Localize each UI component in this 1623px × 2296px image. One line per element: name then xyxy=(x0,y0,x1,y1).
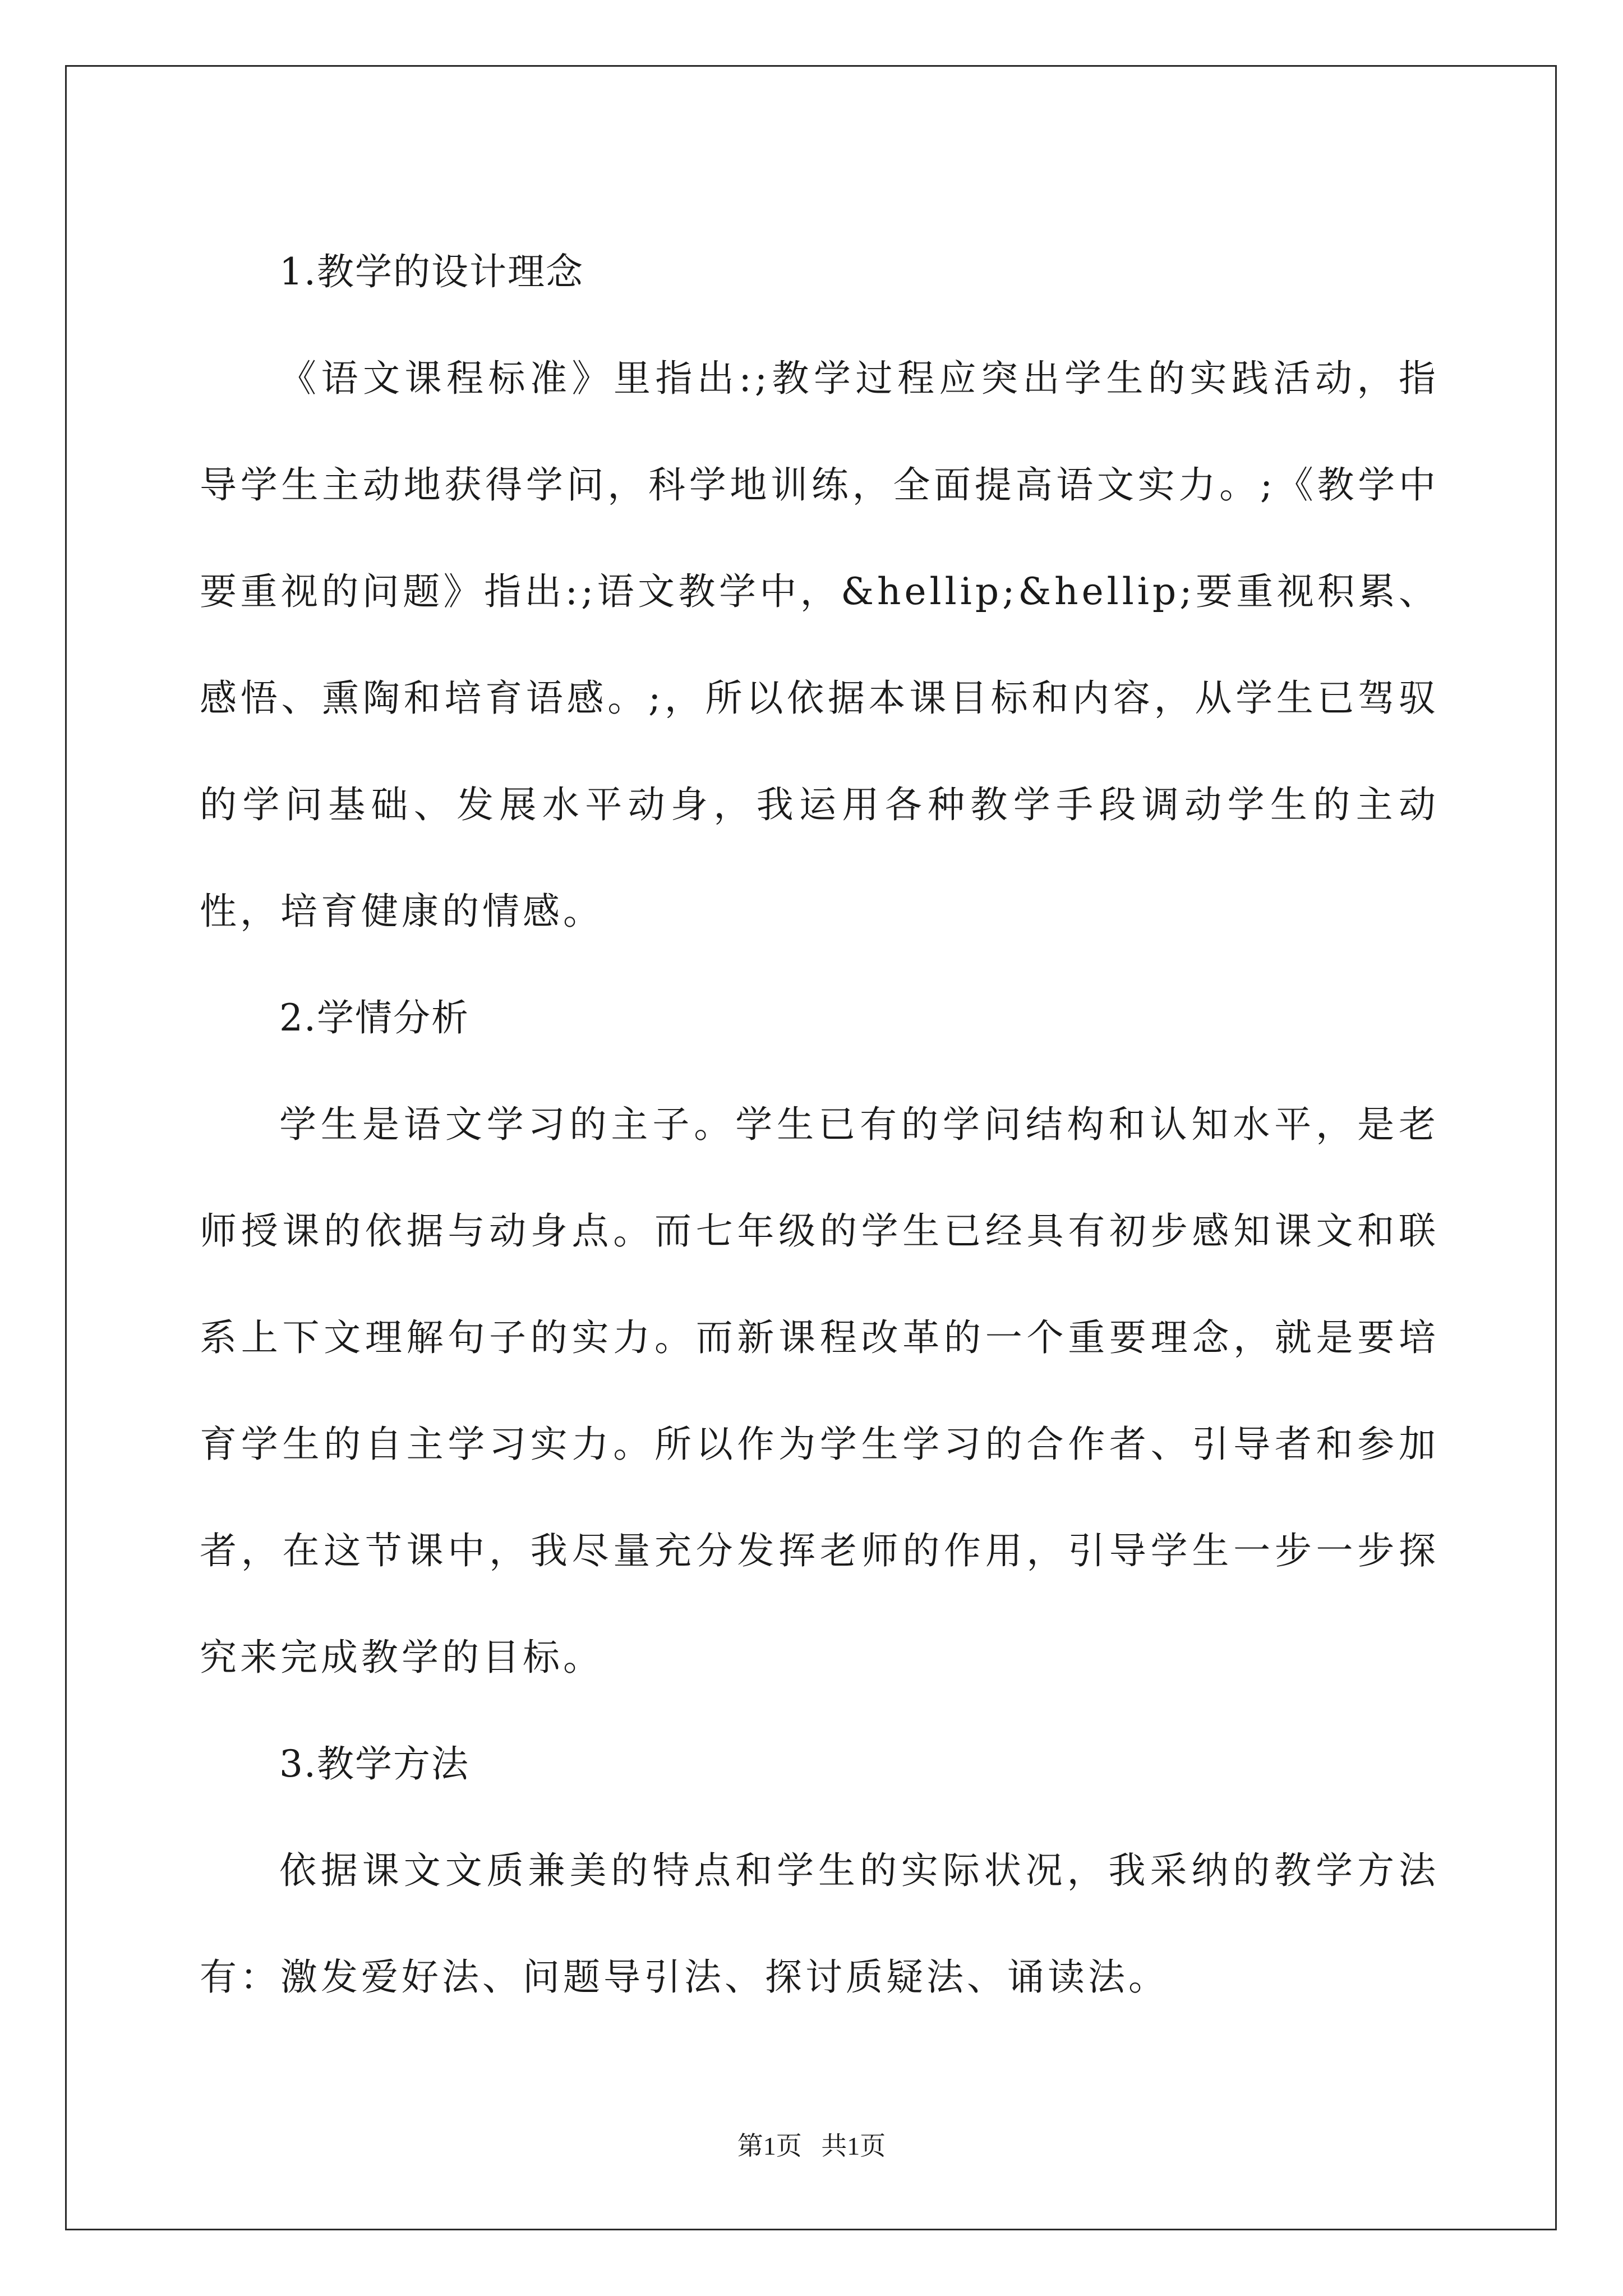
page-footer xyxy=(0,2129,1623,2163)
document-body xyxy=(200,219,1439,2031)
section-paragraph-1: 《语文课程标准》里指出:;教学过程应突出学生的实践活动，指导学生主动地获得学问，科学地训练，全面提高语文实力。;《教学中要重视的问题》指出:;语文教学中，&hellip;&hellip;要重视积累、感悟、熏陶和培育语感。;，所以依据本课目标和内容，从学生已驾驭的学问基础、发展水平动身，我运用各种教学手段调动学生的主动性，培育健康的情感。 xyxy=(200,357,1439,933)
section-heading-2: 2.学情分析 xyxy=(279,996,469,1039)
section-heading-3: 3.教学方法 xyxy=(279,1742,469,1786)
page-number: 第1页 xyxy=(737,2132,802,2160)
page-total: 共1页 xyxy=(821,2132,886,2160)
section-paragraph-2: 学生是语文学习的主子。学生已有的学问结构和认知水平，是老师授课的依据与动身点。而七年级的学生已经具有初步感知课文和联系上下文理解句子的实力。而新课程改革的一个重要理念，就是要培育学生的自主学习实力。所以作为学生学习的合作者、引导者和参加者，在这节课中，我尽量充分发挥老师的作用，引导学生一步一步探究来完成教学的目标。 xyxy=(200,1103,1439,1679)
section-heading-1: 1.教学的设计理念 xyxy=(279,250,584,293)
section-paragraph-3: 依据课文文质兼美的特点和学生的实际状况，我采纳的教学方法有：激发爱好法、问题导引法、探讨质疑法、诵读法。 xyxy=(200,1849,1439,1999)
